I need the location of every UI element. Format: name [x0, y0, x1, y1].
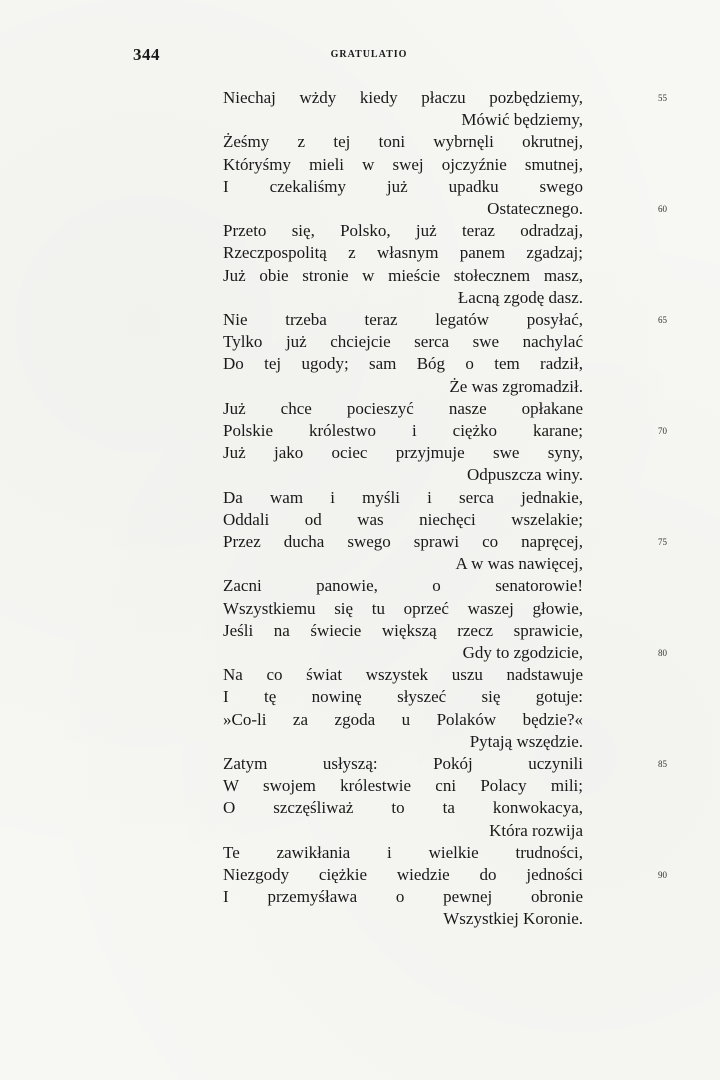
poem-line	[0, 198, 720, 220]
poem-line-text: Oddali od was niechęci wszelakie;	[223, 509, 583, 529]
poem-line	[0, 154, 720, 176]
line-number: 70	[658, 426, 667, 436]
poem-line-text: I czekaliśmy już upadku swego	[223, 176, 583, 196]
poem-line-text: W swojem królestwie cni Polacy mili;	[223, 776, 583, 796]
poem-line-text: Ostatecznego.	[487, 199, 583, 218]
poem-line-text: Przez ducha swego sprawi co napręcej,	[223, 532, 583, 551]
poem-line-text: Łacną zgodę dasz.	[457, 287, 583, 307]
poem-line-text: O szczęśliważ to ta konwokacya,	[223, 798, 583, 818]
poem-line-text: Niezgody ciężkie wiedzie do jedności	[223, 865, 583, 884]
poem-line-text: Gdy to zgodzicie,	[462, 643, 583, 662]
poem-line	[0, 842, 720, 864]
poem-line	[0, 398, 720, 420]
poem-line-text: Rzeczpospolitą z własnym panem zgadzaj;	[223, 243, 583, 263]
poem-line-text: Wszystkiemu się tu oprzeć waszej głowie,	[223, 598, 583, 618]
poem-line-text: Do tej ugody; sam Bóg o tem radził,	[223, 354, 583, 374]
poem-line	[0, 509, 720, 531]
poem-line-text: Zatym usłyszą: Pokój uczynili	[223, 754, 583, 773]
poem-line	[0, 908, 720, 930]
line-number: 75	[658, 537, 667, 547]
poem-line	[0, 664, 720, 686]
page-number: 344	[133, 45, 160, 64]
poem-line	[0, 709, 720, 731]
poem-line	[0, 642, 720, 664]
poem-line-text: Żeśmy z tej toni wybrnęli okrutnej,	[223, 132, 583, 152]
poem-line-text: Te zawikłania i wielkie trudności,	[223, 842, 583, 862]
poem-line	[0, 775, 720, 797]
poem-line-text: Już jako ociec przyjmuje swe syny,	[223, 443, 583, 463]
poem-line-text: A w was nawięcej,	[455, 554, 583, 574]
poem-line-text: Odpuszcza winy.	[467, 465, 583, 485]
poem-line	[0, 731, 720, 753]
poem-line-text: Która rozwija	[489, 820, 583, 840]
poem-line-text: Zacni panowie, o senatorowie!	[223, 576, 583, 596]
poem-line-text: Że was zgromadził.	[449, 376, 583, 396]
poem-line	[0, 598, 720, 620]
poem-line	[0, 487, 720, 509]
line-number: 65	[658, 315, 667, 325]
poem-line	[0, 309, 720, 331]
poem-line	[0, 442, 720, 464]
poem-line-text: Już chce pocieszyć nasze opłakane	[223, 398, 583, 418]
poem-line-text: Mówić będziemy,	[461, 110, 583, 130]
line-number: 90	[658, 870, 667, 880]
poem-line-text: Nie trzeba teraz legatów posyłać,	[223, 310, 583, 329]
poem-line	[0, 553, 720, 575]
poem-line-text: Tylko już chciejcie serca swe nachylać	[223, 332, 583, 352]
poem-line-text: Wszystkiej Koronie.	[443, 909, 583, 929]
poem-line	[0, 420, 720, 442]
poem-line	[0, 531, 720, 553]
poem-line	[0, 753, 720, 775]
line-number: 80	[658, 648, 667, 658]
poem-line	[0, 353, 720, 375]
poem-line	[0, 220, 720, 242]
poem-line	[0, 464, 720, 486]
poem-line	[0, 87, 720, 109]
poem-line-text: I tę nowinę słyszeć się gotuje:	[223, 687, 583, 707]
line-number: 55	[658, 93, 667, 103]
poem-line-text: »Co-li za zgoda u Polaków będzie?«	[223, 709, 583, 729]
running-title: GRATULATIO	[330, 49, 408, 60]
poem-line	[0, 820, 720, 842]
poem-line-text: Da wam i myśli i serca jednakie,	[223, 487, 583, 507]
poem-line	[0, 376, 720, 398]
poem-line-text: I przemyśława o pewnej obronie	[223, 887, 583, 907]
poem-line-text: Już obie stronie w mieście stołecznem masz,	[223, 265, 583, 285]
poem-line	[0, 242, 720, 264]
poem-line-text: Któryśmy mieli w swej ojczyźnie smutnej,	[223, 154, 583, 174]
poem-line	[0, 131, 720, 153]
poem-line	[0, 287, 720, 309]
poem-line	[0, 797, 720, 819]
poem-line	[0, 109, 720, 131]
poem-line	[0, 886, 720, 908]
poem-line	[0, 864, 720, 886]
poem-line	[0, 331, 720, 353]
poem-line-text: Przeto się, Polsko, już teraz odradzaj,	[223, 221, 583, 241]
poem-line	[0, 620, 720, 642]
line-number: 85	[658, 759, 667, 769]
poem-line-text: Polskie królestwo i ciężko karane;	[223, 421, 583, 440]
poem-line	[0, 686, 720, 708]
poem-line	[0, 176, 720, 198]
poem-line-text: Niechaj wżdy kiedy płaczu pozbędziemy,	[223, 88, 583, 107]
poem-line-text: Pytają wszędzie.	[469, 731, 583, 751]
poem-line-text: Jeśli na świecie większą rzecz sprawicie,	[223, 620, 583, 640]
line-number: 60	[658, 204, 667, 214]
poem-line-text: Na co świat wszystek uszu nadstawuje	[223, 665, 583, 685]
poem-line	[0, 575, 720, 597]
poem-line	[0, 265, 720, 287]
